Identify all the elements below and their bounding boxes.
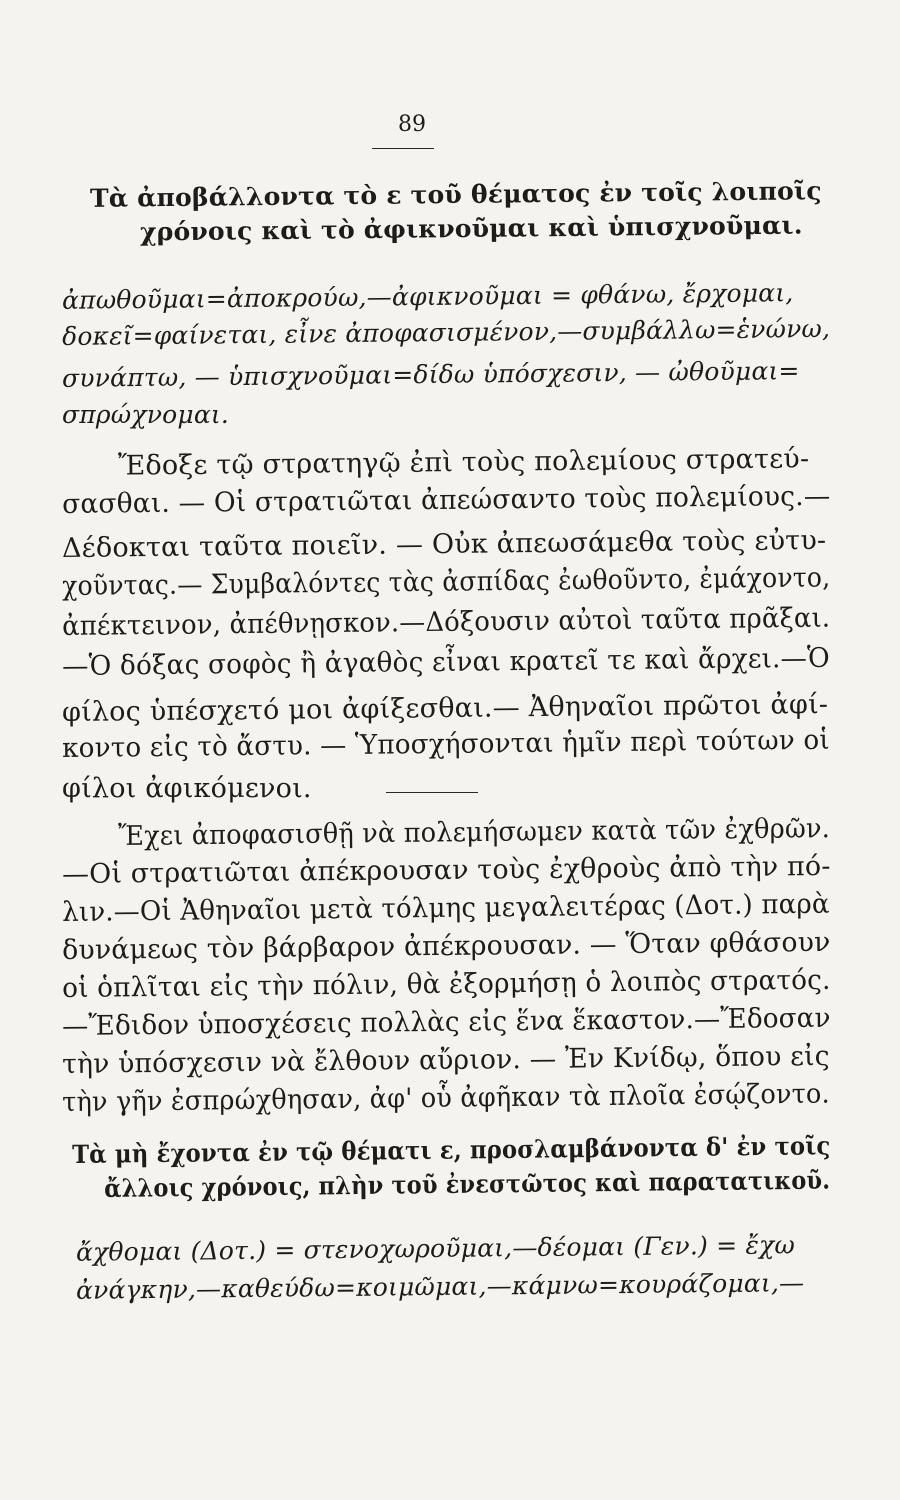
paragraph1-line: φίλοι ἀφικόμενοι. <box>62 773 312 804</box>
paragraph2-line: —Οἱ στρατιῶται ἀπέκρουσαν τοὺς ἐχθροὺς ἀπὸ τὴν πό- <box>62 850 831 890</box>
paragraph1-line: ἀπέκτεινον, ἀπέθνῃσκον.—Δόξουσιν αὐτοὶ ταῦτα πρᾶξαι. <box>62 602 831 642</box>
paragraph1-line: σασθαι. — Οἱ στρατιῶται ἀπεώσαντο τοὺς πολεμίους.— <box>62 480 831 520</box>
paragraph1-line: φίλος ὑπέσχετό μοι ἀφίξεσθαι.— Ἀθηναῖοι πρῶτοι ἀφί- <box>61 688 829 729</box>
paragraph2-line: —Ἔδιδον ὑποσχέσεις πολλὰς εἰς ἕνα ἕκαστον.—Ἔδοσαν <box>62 1002 831 1042</box>
paragraph1-line: κοντο εἰς τὸ ἄστυ. — Ὑποσχήσονται ἡμῖν περὶ τούτων οἱ <box>62 724 830 764</box>
page-number-rule <box>372 148 434 149</box>
paragraph1-line: —Ὁ δόξας σοφὸς ἢ ἀγαθὸς εἶναι κρατεῖ τε καὶ ἄρχει.—Ὁ <box>62 642 831 682</box>
paragraph2-line: λιν.—Οἱ Ἀθηναῖοι μετὰ τόλμης μεγαλειτέρας (Δοτ.) παρὰ <box>62 888 830 928</box>
paragraph2-line: Ἔχει ἀποφασισθῇ νὰ πολεμήσωμεν κατὰ τῶν ἐχθρῶν. <box>118 813 831 852</box>
paragraph2-line: τὴν ὑπόσχεσιν νὰ ἔλθουν αὔριον. — Ἐν Κνίδῳ, ὅπου εἰς <box>62 1040 830 1080</box>
paragraph1-line: Ἔδοξε τῷ στρατηγῷ ἐπὶ τοὺς πολεμίους στρατεύ- <box>117 443 810 482</box>
glossary1-line: δοκεῖ=φαίνεται, εἶνε ἀποφασισμένον,—συμβάλλω=ἑνώνω, <box>62 313 831 351</box>
heading1-line: χρόνοις καὶ τὸ ἀφικνοῦμαι καὶ ὑπισχνοῦμαι. <box>139 210 803 247</box>
glossary2-line: ἀνάγκην,—καθεύδω=κοιμῶμαι,—κάμνω=κουράζομαι,— <box>75 1268 805 1305</box>
glossary1-line: σπρώχνομαι. <box>62 400 230 429</box>
heading2-line: Τὰ μὴ ἔχοντα ἐν τῷ θέματι ε, προσλαμβάνοντα δ' ἐν τοῖς <box>72 1131 831 1169</box>
glossary1-line: ἀπωθοῦμαι=ἀποκρούω,—ἀφικνοῦμαι = φθάνω, ἔρχομαι, <box>61 278 794 315</box>
section-divider <box>386 792 478 793</box>
paragraph1-line: χοῦντας.— Συμβαλόντες τὰς ἀσπίδας ἐωθοῦντο, ἐμάχοντο, <box>62 562 831 602</box>
paragraph1-line: Δέδοκται ταῦτα ποιεῖν. — Οὐκ ἀπεωσάμεθα τοὺς εὐτυ- <box>61 524 827 565</box>
glossary1-line: συνάπτω, — ὑπισχνοῦμαι=δίδω ὑπόσχεσιν, — ὠθοῦμαι= <box>61 356 800 393</box>
page-number: 89 <box>398 112 426 137</box>
glossary2-line: ἄχθομαι (Δοτ.) = στενοχωροῦμαι,—δέομαι (Γεν.) = ἔχω <box>75 1230 796 1267</box>
paragraph2-line: οἱ ὁπλῖται εἰς τὴν πόλιν, θὰ ἐξορμήσῃ ὁ λοιπὸς στρατός. <box>62 964 831 1004</box>
heading1-line: Τὰ ἀποβάλλοντα τὸ ε τοῦ θέματος ἐν τοῖς λοιποῖς <box>89 176 822 213</box>
paragraph2-line: δυνάμεως τὸν βάρβαρον ἀπέκρουσαν. — Ὅταν φθάσουν <box>62 926 831 966</box>
paragraph2-line: τὴν γῆν ἐσπρώχθησαν, ἀφ' οὗ ἀφῆκαν τὰ πλοῖα ἐσῴζοντο. <box>62 1078 830 1118</box>
heading2-line: ἄλλοις χρόνοις, πλὴν τοῦ ἐνεστῶτος καὶ παρατατικοῦ. <box>104 1165 831 1203</box>
